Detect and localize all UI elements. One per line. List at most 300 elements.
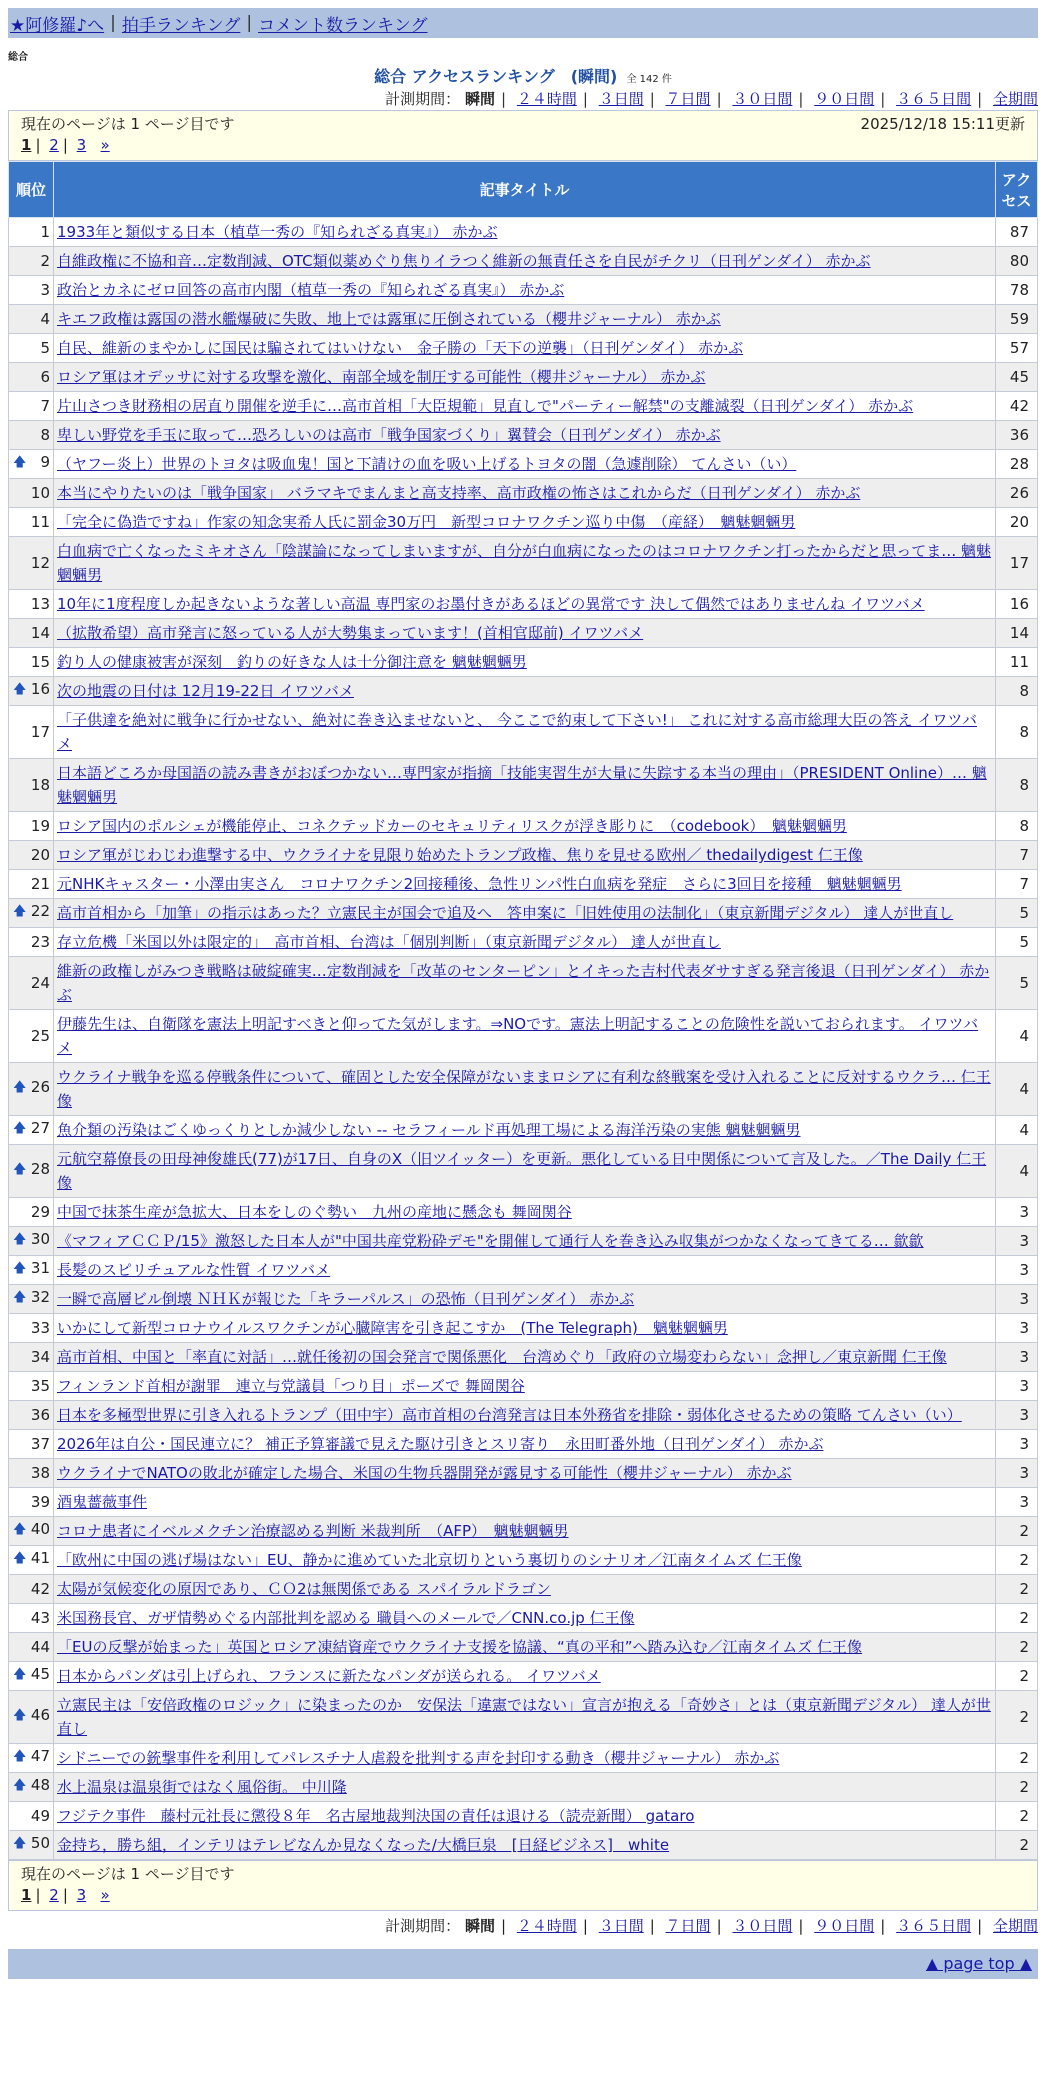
rank-cell bbox=[9, 1198, 54, 1227]
table-row bbox=[9, 841, 1038, 870]
article-link[interactable]: 2026年は自公・国民連立に？ 補正予算審議で見えた駆け引きとスリ寄り 永田町番外地（日刊ゲンダイ） 赤かぶ bbox=[57, 1435, 824, 1453]
rank-number: 18 bbox=[30, 776, 50, 794]
access-count: 2 bbox=[996, 1691, 1038, 1744]
table-row bbox=[9, 1604, 1038, 1633]
article-link[interactable]: 釣り人の健康被害が深刻 釣りの好きな人は十分御注意を 魑魅魍魎男 bbox=[57, 653, 527, 671]
title-cell bbox=[54, 648, 996, 677]
nav-link-clap-ranking[interactable]: 拍手ランキング bbox=[121, 15, 241, 36]
rank-cell bbox=[9, 247, 54, 276]
table-row bbox=[9, 1546, 1038, 1575]
title-cell bbox=[54, 392, 996, 421]
table-row bbox=[9, 706, 1038, 759]
article-link[interactable]: 高市首相から「加筆」の指示はあった？立憲民主が国会で追及へ 答申案に「旧姓使用の法制化」（東京新聞デジタル） 達人が世直し bbox=[57, 904, 954, 922]
access-count: 8 bbox=[996, 677, 1038, 706]
access-count: 8 bbox=[996, 759, 1038, 812]
title-cell bbox=[54, 1314, 996, 1343]
rank-cell bbox=[9, 1517, 54, 1546]
article-link[interactable]: 太陽が気候変化の原因であり、ＣＯ2は無関係である スパイラルドラゴン bbox=[57, 1580, 551, 1598]
page-link-3[interactable]: 3 bbox=[76, 1886, 87, 1904]
table-row bbox=[9, 1063, 1038, 1116]
title-cell bbox=[54, 1063, 996, 1116]
rank-number: 11 bbox=[30, 513, 50, 531]
access-count: 5 bbox=[996, 928, 1038, 957]
period-link-365d[interactable]: ３６５日間 bbox=[896, 1917, 972, 1935]
title-cell bbox=[54, 899, 996, 928]
title-cell bbox=[54, 1227, 996, 1256]
article-link[interactable]: シドニーでの銃撃事件を利用してパレスチナ人虐殺を批判する声を封印する動き（櫻井ジャーナル） 赤かぶ bbox=[57, 1749, 780, 1767]
title-cell bbox=[54, 1744, 996, 1773]
page bbox=[8, 8, 1038, 1979]
title-cell bbox=[54, 363, 996, 392]
rank-up-icon: 🡅 bbox=[13, 1261, 27, 1276]
article-link[interactable]: 10年に1度程度しか起きないような著しい高温 専門家のお墨付きがあるほどの異常です 決して偶然ではありませんね イワツバメ bbox=[57, 595, 925, 613]
access-count: 42 bbox=[996, 392, 1038, 421]
article-link[interactable]: 日本語どころか母国語の読み書きがおぼつかない…専門家が指摘「技能実習生が大量に失踪する本当の理由」（PRESIDENT Online）… 魑魅魍魎男 bbox=[57, 764, 987, 806]
nav-separator: | bbox=[110, 13, 116, 33]
rank-cell bbox=[9, 1343, 54, 1372]
access-count: 4 bbox=[996, 1063, 1038, 1116]
access-count: 8 bbox=[996, 812, 1038, 841]
rank-number: 38 bbox=[30, 1464, 50, 1482]
access-count: 3 bbox=[996, 1430, 1038, 1459]
title-cell bbox=[54, 1285, 996, 1314]
rank-number: 4 bbox=[40, 310, 50, 328]
article-link[interactable]: 政治とカネにゼロ回答の高市内閣（植草一秀の『知られざる真実』） 赤かぶ bbox=[57, 281, 565, 299]
access-count: 36 bbox=[996, 421, 1038, 450]
article-link[interactable]: ロシア国内のポルシェが機能停止、コネクテッドカーのセキュリティリスクが浮き彫りに （codebook） 魑魅魍魎男 bbox=[57, 817, 847, 835]
article-link[interactable]: 伊藤先生は、自衛隊を憲法上明記すべきと仰ってた気がします。⇒NOです。憲法上明記することの危険性を説いておられます。 イワツバメ bbox=[57, 1015, 979, 1057]
page-status: 現在のページは 1 ページ目です bbox=[21, 115, 235, 133]
table-row bbox=[9, 1575, 1038, 1604]
table-row bbox=[9, 1401, 1038, 1430]
rank-number: 17 bbox=[30, 723, 50, 741]
article-link[interactable]: 「欧州に中国の逃げ場はない」EU、静かに進めていた北京切りという裏切りのシナリオ／江南タイムズ 仁王像 bbox=[57, 1551, 802, 1569]
title-cell bbox=[54, 1517, 996, 1546]
title-cell bbox=[54, 450, 996, 479]
article-link[interactable]: 次の地震の日付は 12月19-22日 イワツバメ bbox=[57, 682, 354, 700]
access-count: 2 bbox=[996, 1575, 1038, 1604]
period-link-7d[interactable]: ７日間 bbox=[665, 1917, 711, 1935]
article-link[interactable]: 自維政権に不協和音…定数削減、OTC類似薬めぐり焦りイラつく維新の無責任さを自民がチクリ（日刊ゲンダイ） 赤かぶ bbox=[57, 252, 871, 270]
article-link[interactable]: （拡散希望）高市発言に怒っている人が大勢集まっています！(首相官邸前) イワツバメ bbox=[57, 624, 644, 642]
access-count: 3 bbox=[996, 1314, 1038, 1343]
rank-number: 3 bbox=[40, 281, 50, 299]
rank-up-icon: 🡅 bbox=[13, 1836, 27, 1851]
rank-cell bbox=[9, 648, 54, 677]
rank-up-icon: 🡅 bbox=[13, 1232, 27, 1247]
rank-cell bbox=[9, 1285, 54, 1314]
rank-number: 16 bbox=[30, 680, 50, 698]
rank-number: 24 bbox=[30, 974, 50, 992]
table-row bbox=[9, 1488, 1038, 1517]
top-nav bbox=[8, 8, 1038, 38]
rank-number: 39 bbox=[30, 1493, 50, 1511]
rank-number: 12 bbox=[30, 554, 50, 572]
rank-number: 36 bbox=[30, 1406, 50, 1424]
article-link[interactable]: ウクライナでNATOの敗北が確定した場合、米国の生物兵器開発が露見する可能性（櫻井ジャーナル） 赤かぶ bbox=[57, 1464, 792, 1482]
table-row bbox=[9, 870, 1038, 899]
rank-number: 46 bbox=[30, 1706, 50, 1724]
period-link-3d[interactable]: ３日間 bbox=[598, 1917, 644, 1935]
table-row bbox=[9, 1010, 1038, 1063]
title-cell bbox=[54, 276, 996, 305]
page-next-link[interactable]: » bbox=[100, 136, 110, 154]
page-link-2[interactable]: 2 bbox=[49, 1886, 59, 1904]
period-link-90d[interactable]: ９０日間 bbox=[814, 90, 875, 108]
rank-cell bbox=[9, 706, 54, 759]
rank-number: 30 bbox=[30, 1230, 50, 1248]
access-count: 4 bbox=[996, 1010, 1038, 1063]
rank-cell bbox=[9, 1546, 54, 1575]
rank-up-icon: 🡅 bbox=[13, 1749, 27, 1764]
rank-number: 49 bbox=[30, 1807, 50, 1825]
table-row bbox=[9, 247, 1038, 276]
article-link[interactable]: 日本からパンダは引上げられ、フランスに新たなパンダが送られる。 イワツバメ bbox=[57, 1667, 601, 1685]
title-cell bbox=[54, 1546, 996, 1575]
rank-number: 29 bbox=[30, 1203, 50, 1221]
period-link-7d[interactable]: ７日間 bbox=[665, 90, 711, 108]
table-row bbox=[9, 305, 1038, 334]
access-count: 28 bbox=[996, 450, 1038, 479]
rank-number: 13 bbox=[30, 595, 50, 613]
period-link-90d[interactable]: ９０日間 bbox=[814, 1917, 875, 1935]
rank-up-icon: 🡅 bbox=[13, 1551, 27, 1566]
nav-separator: | bbox=[246, 13, 253, 33]
header-rank: 順位 bbox=[9, 162, 54, 218]
pager-bottom: 現在のページは 1 ページ目です 1 | 2 | 3 » bbox=[8, 1860, 1038, 1911]
table-row bbox=[9, 1662, 1038, 1691]
article-link[interactable]: 金持ち，勝ち組，インテリはテレビなんか見なくなった/大橋巨泉 [日経ビジネス] white bbox=[57, 1836, 670, 1854]
rank-up-icon: 🡅 bbox=[13, 1121, 27, 1136]
rank-number: 34 bbox=[30, 1348, 50, 1366]
title-cell bbox=[54, 1256, 996, 1285]
period-link-3d[interactable]: ３日間 bbox=[598, 90, 644, 108]
title-cell bbox=[54, 812, 996, 841]
rank-cell bbox=[9, 1802, 54, 1831]
rank-number: 40 bbox=[30, 1520, 50, 1538]
article-link[interactable]: 「EUの反撃が始まった」英国とロシア凍結資産でウクライナ支援を協議、“真の平和”へ踏み込む／江南タイムズ 仁王像 bbox=[57, 1638, 863, 1656]
page-link-3[interactable]: 3 bbox=[76, 136, 87, 154]
rank-number: 26 bbox=[30, 1078, 50, 1096]
rank-cell bbox=[9, 508, 54, 537]
footer-bar bbox=[8, 1949, 1038, 1979]
article-link[interactable]: 酒鬼薔薇事件 bbox=[57, 1493, 148, 1511]
title-cell bbox=[54, 706, 996, 759]
table-row bbox=[9, 1256, 1038, 1285]
item-count: 全 142 件 bbox=[626, 74, 672, 85]
rank-cell bbox=[9, 899, 54, 928]
table-row bbox=[9, 1343, 1038, 1372]
page-current: 1 bbox=[21, 1886, 32, 1904]
title-cell bbox=[54, 1604, 996, 1633]
table-row bbox=[9, 1773, 1038, 1802]
access-count: 57 bbox=[996, 334, 1038, 363]
period-link-365d[interactable]: ３６５日間 bbox=[896, 90, 972, 108]
access-count: 4 bbox=[996, 1116, 1038, 1145]
access-count: 3 bbox=[996, 1459, 1038, 1488]
rank-cell bbox=[9, 1372, 54, 1401]
rank-number: 21 bbox=[30, 875, 50, 893]
rank-cell bbox=[9, 450, 54, 479]
rank-number: 14 bbox=[30, 624, 50, 642]
period-link-24h[interactable]: ２４時間 bbox=[516, 1917, 577, 1935]
table-row bbox=[9, 648, 1038, 677]
title-cell bbox=[54, 1430, 996, 1459]
title-cell bbox=[54, 421, 996, 450]
article-link[interactable]: 白血病で亡くなったミキオさん「陰謀論になってしまいますが、自分が白血病になったのはコロナワクチン打ったからだと思ってま… 魑魅魍魎男 bbox=[57, 542, 992, 584]
article-link[interactable]: 一瞬で高層ビル倒壊 ＮＨＫが報じた「キラーパルス」の恐怖（日刊ゲンダイ） 赤かぶ bbox=[57, 1290, 635, 1308]
article-link[interactable]: 片山さつき財務相の居直り開催を逆手に…高市首相「大臣規範」見直しで"パーティー解禁"の支離滅裂（日刊ゲンダイ） 赤かぶ bbox=[57, 397, 914, 415]
article-link[interactable]: 立憲民主は「安倍政権のロジック」に染まったのか 安保法「違憲ではない」宣言が抱える「奇妙さ」とは（東京新聞デジタル） 達人が世直し bbox=[57, 1696, 991, 1738]
rank-up-icon: 🡅 bbox=[13, 1708, 27, 1723]
period-link-30d[interactable]: ３０日間 bbox=[732, 90, 793, 108]
rank-cell bbox=[9, 1662, 54, 1691]
title-cell bbox=[54, 508, 996, 537]
article-link[interactable]: フィンランド首相が謝罪 連立与党議員「つり目」ポーズで 舞岡関谷 bbox=[57, 1377, 525, 1395]
table-row bbox=[9, 1831, 1038, 1860]
article-link[interactable]: 自民、維新のまやかしに国民は騙されてはいけない 金子勝の「天下の逆襲」（日刊ゲンダイ） 赤かぶ bbox=[57, 339, 744, 357]
rank-number: 41 bbox=[30, 1549, 50, 1567]
title-cell bbox=[54, 305, 996, 334]
rank-cell bbox=[9, 619, 54, 648]
table-row bbox=[9, 1517, 1038, 1546]
access-count: 4 bbox=[996, 1145, 1038, 1198]
article-link[interactable]: 《マフィアＣＣＰ/15》激怒した日本人が"中国共産党粉砕デモ"を開催して通行人を巻き込み収集がつかなくなってきてる… 歙歙 bbox=[57, 1232, 924, 1250]
title-cell bbox=[54, 928, 996, 957]
access-count: 3 bbox=[996, 1372, 1038, 1401]
nav-link-comment-ranking[interactable]: コメント数ランキング bbox=[258, 15, 428, 36]
rank-up-icon: 🡅 bbox=[13, 682, 27, 697]
rank-cell bbox=[9, 677, 54, 706]
rank-cell bbox=[9, 759, 54, 812]
title-cell bbox=[54, 218, 996, 247]
rank-cell bbox=[9, 1145, 54, 1198]
table-row bbox=[9, 508, 1038, 537]
article-link[interactable]: キエフ政権は露国の潜水艦爆破に失敗、地上では露軍に圧倒されている（櫻井ジャーナル） 赤かぶ bbox=[57, 310, 721, 328]
title-cell bbox=[54, 479, 996, 508]
title-cell bbox=[54, 1372, 996, 1401]
title-cell bbox=[54, 1343, 996, 1372]
title-cell bbox=[54, 870, 996, 899]
rank-number: 45 bbox=[30, 1665, 50, 1683]
rank-up-icon: 🡅 bbox=[13, 455, 27, 470]
title-cell bbox=[54, 1401, 996, 1430]
article-link[interactable]: 日本を多極型世界に引き入れるトランプ（田中宇）高市首相の台湾発言は日本外務省を排除・弱体化させるための策略 てんさい（い） bbox=[57, 1406, 962, 1424]
rank-number: 10 bbox=[30, 484, 50, 502]
access-count: 2 bbox=[996, 1633, 1038, 1662]
period-link-all[interactable]: 全期間 bbox=[992, 1917, 1038, 1935]
table-row bbox=[9, 1744, 1038, 1773]
rank-cell bbox=[9, 1604, 54, 1633]
table-row bbox=[9, 1198, 1038, 1227]
title-cell bbox=[54, 1010, 996, 1063]
pager-top: 現在のページは 1 ページ目です 2025/12/18 15:11更新 1 | 2 | 3 » bbox=[8, 110, 1038, 161]
article-link[interactable]: 「完全に偽造ですね」作家の知念実希人氏に罰金30万円 新型コロナワクチン巡り中傷 （産経） 魑魅魍魎男 bbox=[57, 513, 796, 531]
table-row bbox=[9, 392, 1038, 421]
rank-cell bbox=[9, 1430, 54, 1459]
access-count: 26 bbox=[996, 479, 1038, 508]
page-current: 1 bbox=[21, 136, 32, 154]
rank-cell bbox=[9, 1575, 54, 1604]
access-count: 2 bbox=[996, 1802, 1038, 1831]
article-link[interactable]: ウクライナ戦争を巡る停戦条件について、確固とした安全保障がないままロシアに有利な終戦案を受け入れることに反対するウクラ… 仁王像 bbox=[57, 1068, 991, 1110]
rank-cell bbox=[9, 1744, 54, 1773]
article-link[interactable]: 1933年と類似する日本（植草一秀の『知られざる真実』） 赤かぶ bbox=[57, 223, 498, 241]
article-link[interactable]: 中国で抹茶生産が急拡大、日本をしのぐ勢い 九州の産地に懸念も 舞岡関谷 bbox=[57, 1203, 572, 1221]
rank-cell bbox=[9, 537, 54, 590]
rank-number: 9 bbox=[40, 453, 50, 471]
rank-up-icon: 🡅 bbox=[13, 1080, 27, 1095]
rank-number: 32 bbox=[30, 1288, 50, 1306]
rank-cell bbox=[9, 1773, 54, 1802]
article-link[interactable]: 本当にやりたいのは「戦争国家」 バラマキでまんまと高支持率、高市政権の怖さはこれからだ（日刊ゲンダイ） 赤かぶ bbox=[57, 484, 861, 502]
table-row bbox=[9, 1227, 1038, 1256]
access-count: 5 bbox=[996, 957, 1038, 1010]
article-link[interactable]: 魚介類の汚染はごくゆっくりとしか減少しない -- セラフィールド再処理工場による海洋汚染の実態 魑魅魍魎男 bbox=[57, 1121, 801, 1139]
rank-cell bbox=[9, 392, 54, 421]
rank-number: 6 bbox=[40, 368, 50, 386]
rank-cell bbox=[9, 479, 54, 508]
access-count: 2 bbox=[996, 1604, 1038, 1633]
page-next-link[interactable]: » bbox=[100, 1886, 110, 1904]
rank-number: 2 bbox=[40, 252, 50, 270]
rank-cell bbox=[9, 276, 54, 305]
rank-number: 19 bbox=[30, 817, 50, 835]
article-link[interactable]: 維新の政権しがみつき戦略は破綻確実…定数削減を「改革のセンターピン」とイキった吉村代表ダサすぎる発言後退（日刊ゲンダイ） 赤かぶ bbox=[57, 962, 990, 1004]
section-label: 総合 bbox=[8, 52, 28, 63]
article-link[interactable]: 存立危機「米国以外は限定的」 高市首相、台湾は「個別判断」（東京新聞デジタル） 達人が世直し bbox=[57, 933, 721, 951]
rank-cell bbox=[9, 218, 54, 247]
rank-number: 35 bbox=[30, 1377, 50, 1395]
rank-cell bbox=[9, 1227, 54, 1256]
period-link-30d[interactable]: ３０日間 bbox=[732, 1917, 793, 1935]
title-cell bbox=[54, 957, 996, 1010]
period-selector-bottom: 計測期間： 瞬間 | ２４時間 | ３日間 | ７日間 | ３０日間 | ９０日間 | ３６５日間 | 全期間 bbox=[385, 1917, 1038, 1935]
access-count: 14 bbox=[996, 619, 1038, 648]
rank-up-icon: 🡅 bbox=[13, 1162, 27, 1177]
title-cell bbox=[54, 1575, 996, 1604]
table-row bbox=[9, 1459, 1038, 1488]
rank-cell bbox=[9, 1116, 54, 1145]
article-link[interactable]: 元NHKキャスター・小澤由実さん コロナワクチン2回接種後、急性リンパ性白血病を発症 さらに3回目を接種 魑魅魍魎男 bbox=[57, 875, 902, 893]
access-count: 2 bbox=[996, 1831, 1038, 1860]
rank-number: 23 bbox=[30, 933, 50, 951]
period-link-24h[interactable]: ２４時間 bbox=[516, 90, 577, 108]
access-count: 3 bbox=[996, 1256, 1038, 1285]
title-cell bbox=[54, 1831, 996, 1860]
rank-up-icon: 🡅 bbox=[13, 1778, 27, 1793]
title-cell bbox=[54, 619, 996, 648]
rank-cell bbox=[9, 1459, 54, 1488]
title-cell bbox=[54, 247, 996, 276]
table-row bbox=[9, 537, 1038, 590]
rank-cell bbox=[9, 1831, 54, 1860]
article-link[interactable]: いかにして新型コロナウイルスワクチンが心臓障害を引き起こすか (The Telegraph) 魑魅魍魎男 bbox=[57, 1319, 728, 1337]
table-row bbox=[9, 276, 1038, 305]
title-cell bbox=[54, 1145, 996, 1198]
rank-up-icon: 🡅 bbox=[13, 1522, 27, 1537]
table-row bbox=[9, 759, 1038, 812]
title-cell bbox=[54, 841, 996, 870]
rank-cell bbox=[9, 590, 54, 619]
title-cell bbox=[54, 1802, 996, 1831]
article-link[interactable]: （ヤフー炎上）世界のトヨタは吸血鬼！国と下請けの血を吸い上げるトヨタの闇（急遽削除） てんさい（い） bbox=[57, 455, 797, 473]
access-count: 2 bbox=[996, 1546, 1038, 1575]
article-link[interactable]: コロナ患者にイベルメクチン治療認める判断 米裁判所 （AFP） 魑魅魍魎男 bbox=[57, 1522, 569, 1540]
rank-cell bbox=[9, 1633, 54, 1662]
rank-number: 25 bbox=[30, 1027, 50, 1045]
access-count: 2 bbox=[996, 1773, 1038, 1802]
rank-cell bbox=[9, 421, 54, 450]
access-count: 11 bbox=[996, 648, 1038, 677]
rank-number: 27 bbox=[30, 1119, 50, 1137]
article-link[interactable]: 卑しい野党を手玉に取って…恐ろしいのは高市「戦争国家づくり」翼賛会（日刊ゲンダイ） 赤かぶ bbox=[57, 426, 721, 444]
page-top-link[interactable]: ▲ page top ▲ bbox=[925, 1954, 1032, 1973]
table-row bbox=[9, 1430, 1038, 1459]
access-count: 3 bbox=[996, 1343, 1038, 1372]
table-row bbox=[9, 899, 1038, 928]
article-link[interactable]: 水上温泉は温泉街ではなく風俗街。 中川隆 bbox=[57, 1778, 347, 1796]
title-cell bbox=[54, 1459, 996, 1488]
period-label: 計測期間： bbox=[385, 1917, 461, 1935]
article-link[interactable]: 高市首相、中国と「率直に対話」…就任後初の国会発言で関係悪化 台湾めぐり「政府の立場変わらない」念押し／東京新聞 仁王像 bbox=[57, 1348, 947, 1366]
ranking-table bbox=[8, 161, 1038, 1860]
table-row bbox=[9, 479, 1038, 508]
table-row bbox=[9, 812, 1038, 841]
updated-timestamp: 2025/12/18 15:11更新 bbox=[860, 115, 1025, 133]
article-link[interactable]: ロシア軍がじわじわ進撃する中、ウクライナを見限り始めたトランプ政権、焦りを見せる欧州／ thedailydigest 仁王像 bbox=[57, 846, 863, 864]
article-link[interactable]: ロシア軍はオデッサに対する攻撃を激化、南部全域を制圧する可能性（櫻井ジャーナル） 赤かぶ bbox=[57, 368, 706, 386]
page-link-2[interactable]: 2 bbox=[49, 136, 59, 154]
article-link[interactable]: 米国務長官、ガザ情勢めぐる内部批判を認める 職員へのメールで／CNN.co.jp 仁王像 bbox=[57, 1609, 635, 1627]
table-row bbox=[9, 1314, 1038, 1343]
access-count: 17 bbox=[996, 537, 1038, 590]
rank-cell bbox=[9, 334, 54, 363]
access-count: 3 bbox=[996, 1401, 1038, 1430]
access-count: 5 bbox=[996, 899, 1038, 928]
access-count: 7 bbox=[996, 870, 1038, 899]
title-cell bbox=[54, 1662, 996, 1691]
nav-link-ashura[interactable]: ★阿修羅♪へ bbox=[10, 15, 105, 36]
article-link[interactable]: 元航空幕僚長の田母神俊雄氏(77)が17日、自身のX（旧ツイッター）を更新。悪化している日中関係について言及した。／The Daily 仁王像 bbox=[57, 1150, 987, 1192]
article-link[interactable]: 長髪のスピリチュアルな性質 イワツバメ bbox=[57, 1261, 331, 1279]
rank-cell bbox=[9, 841, 54, 870]
title-cell bbox=[54, 1691, 996, 1744]
access-count: 20 bbox=[996, 508, 1038, 537]
access-count: 16 bbox=[996, 590, 1038, 619]
rank-number: 43 bbox=[30, 1609, 50, 1627]
article-link[interactable]: フジテク事件 藤村元社長に懲役８年 名古屋地裁判決国の責任は退ける（読売新聞） gataro bbox=[57, 1807, 695, 1825]
title-cell bbox=[54, 759, 996, 812]
access-count: 3 bbox=[996, 1488, 1038, 1517]
title-cell bbox=[54, 1488, 996, 1517]
table-row bbox=[9, 677, 1038, 706]
ranking-heading bbox=[8, 64, 1038, 86]
period-link-all[interactable]: 全期間 bbox=[992, 90, 1038, 108]
rank-number: 20 bbox=[30, 846, 50, 864]
access-count: 3 bbox=[996, 1198, 1038, 1227]
title-cell bbox=[54, 1633, 996, 1662]
rank-up-icon: 🡅 bbox=[13, 1667, 27, 1682]
rank-cell bbox=[9, 363, 54, 392]
rank-number: 44 bbox=[30, 1638, 50, 1656]
rank-number: 15 bbox=[30, 653, 50, 671]
access-count: 7 bbox=[996, 841, 1038, 870]
rank-number: 47 bbox=[30, 1747, 50, 1765]
article-link[interactable]: 「子供達を絶対に戦争に行かせない、絶対に巻き込ませないと、 今ここで約束して下さい!」 これに対する高市総理大臣の答え イワツバメ bbox=[57, 711, 978, 753]
rank-cell bbox=[9, 305, 54, 334]
title-cell bbox=[54, 334, 996, 363]
